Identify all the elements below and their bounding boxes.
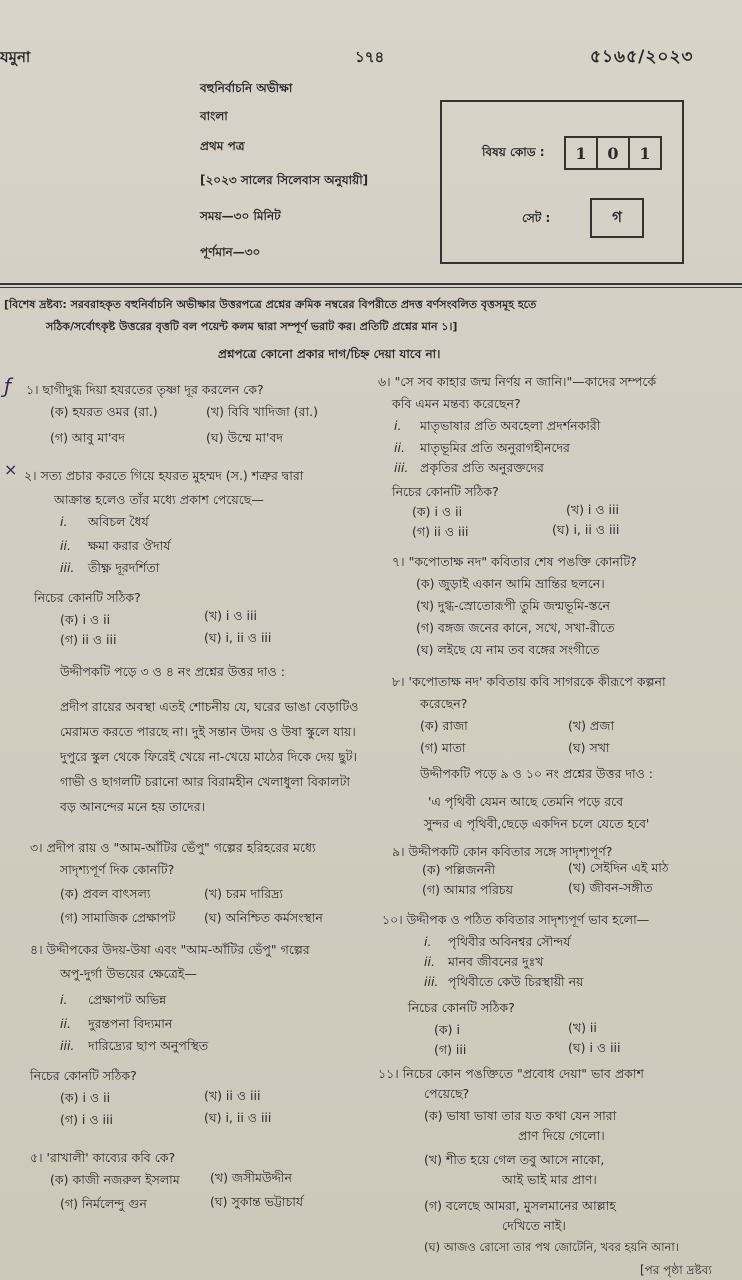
q9-option-d: (ঘ) জীবন-সঙ্গীত	[568, 880, 653, 895]
q6-option-c: (গ) ii ও iii	[412, 524, 469, 539]
question-2-stem: আক্রান্ত হলেও তাঁর মধ্যে প্রকাশ পেয়েছে—	[54, 492, 264, 507]
stimulus-1-text: প্রদীপ রায়ের অবস্থা এতই শোচনীয় যে, ঘরের ভাঙা বেড়াটিও মেরামত করতে পারছে না। দুই সন্তান উদয় ও উষা স্কুলে যায়। দুপুরে স্কুল থেকে ফিরেই খেয়ে না-খেয়ে মাঠের দিকে দেয় ছুট। গাভী ও ছাগলটি চরানো আর বিরামহীন খেলাধুলা বিকালটা বড় আনন্দের মনে হয় তাদের।	[60, 699, 359, 814]
q4-ask: নিচের কোনটি সঠিক?	[30, 1068, 137, 1083]
question-11-stem: পেয়েছে?	[424, 1086, 470, 1101]
board-name: যমুনা	[0, 48, 31, 66]
q4-item-label: iii.	[60, 1038, 75, 1053]
q11-option-c-cont: দেখিতে নাই।	[502, 1218, 566, 1233]
q10-option-a: (ক) i	[434, 1022, 460, 1037]
paper: প্রথম পত্র	[200, 139, 245, 153]
syllabus-note: [২০২৩ সালের সিলেবাস অনুযায়ী]	[200, 173, 369, 187]
q8-option-a: (ক) রাজা	[420, 718, 468, 733]
q5-option-d: (ঘ) সুকান্ত ভট্টাচার্য	[210, 1194, 304, 1209]
q10-item-iii: পৃথিবীতে কেউ চিরস্থায়ী নয়	[448, 974, 584, 989]
question-2-stem: ২। সত্য প্রচার করতে গিয়ে হযরত মুহম্মদ (স.) শত্রুর দ্বারা	[24, 468, 304, 483]
q4-option-b: (খ) ii ও iii	[204, 1088, 261, 1103]
q10-item-label: ii.	[424, 954, 435, 969]
q10-option-b: (খ) ii	[568, 1020, 597, 1035]
question-1-stem: ১। ছাগীদুগ্ধ দিয়া হযরতের তৃষ্ণা দূর করলেন কে?	[26, 382, 264, 397]
q11-option-a: (ক) ভাষা ভাষা তার যত কথা যেন সারা	[424, 1108, 617, 1123]
q6-option-d: (ঘ) i, ii ও iii	[552, 522, 620, 537]
question-4-stem: ৪। উদ্দীপকের উদয়-উষা এবং "আম-আঁটির ভেঁপু" গল্পের	[30, 942, 310, 957]
q2-option-b: (খ) i ও iii	[204, 608, 257, 623]
instruction-line: সঠিক/সর্বোৎকৃষ্ট উত্তরের বৃত্তটি বল পয়েন্ট কলম দ্বারা সম্পূর্ণ ভরাট কর। প্রতিটি প্রশ্নের মান ১।]	[46, 320, 458, 333]
question-3-stem: সাদৃশ্যপূর্ণ দিক কোনটি?	[60, 862, 175, 877]
q3-option-b: (খ) চরম দারিদ্র্য	[204, 886, 284, 901]
no-marks-note: প্রশ্নপত্রে কোনো প্রকার দাগ/চিহ্ন দেয়া যাবে না।	[218, 347, 441, 361]
question-6-stem: কবি এমন মন্তব্য করেছেন?	[392, 396, 521, 411]
q1-option-a: (ক) হযরত ওমর (রা.)	[50, 404, 158, 419]
q2-option-d: (ঘ) i, ii ও iii	[204, 630, 272, 645]
pen-mark: ƒ	[4, 374, 12, 398]
question-3-stem: ৩। প্রদীপ রায় ও "আম-আঁটির ভেঁপু" গল্পের হরিহরের মধ্যে	[30, 840, 316, 855]
q2-option-c: (গ) ii ও iii	[60, 632, 117, 647]
q2-ask: নিচের কোনটি সঠিক?	[34, 590, 141, 605]
q11-option-c: (গ) বলেছে আমরা, মুসলমানের আল্লাহ	[424, 1198, 616, 1213]
q6-item-label: i.	[394, 418, 402, 433]
q5-option-b: (খ) জসীমউদ্দীন	[210, 1170, 292, 1185]
right-column	[372, 0, 742, 1280]
question-6-stem: ৬। "সে সব কাহার জন্ম নির্ণয় ন জানি।"—কাদের সম্পর্কে	[378, 374, 657, 389]
q6-item-ii: মাতৃভূমির প্রতি অনুরাগহীনদের	[420, 440, 570, 455]
q10-item-label: iii.	[424, 974, 439, 989]
q9-option-a: (ক) পল্লিজননী	[422, 862, 496, 877]
q1-option-c: (গ) আবু মা'বদ	[50, 430, 125, 445]
subject: বাংলা	[200, 109, 228, 123]
q1-option-b: (খ) বিবি খাদিজা (রা.)	[206, 404, 318, 419]
q11-option-d: (ঘ) আজও রোসো তার পথ জোটেনি, খবর হয়নি আনা।	[424, 1240, 679, 1254]
q5-option-c: (গ) নির্মলেন্দু গুন	[60, 1196, 147, 1211]
q7-option-d: (ঘ) লইছে যে নাম তব বঙ্গের সংগীতে	[416, 642, 600, 657]
q4-option-c: (গ) i ও iii	[60, 1112, 113, 1127]
q4-item-i: প্রেক্ষাপট অভিন্ন	[88, 992, 167, 1007]
code-digit: 0	[598, 138, 630, 168]
question-10-stem: ১০। উদ্দীপক ও পঠিত কবিতার সাদৃশ্যপূর্ণ ভাব হলো—	[382, 912, 650, 927]
q2-item-label: i.	[60, 514, 68, 529]
q8-option-c: (গ) মাতা	[420, 740, 466, 755]
question-7-stem: ৭। "কপোতাক্ষ নদ" কবিতার শেষ পঙক্তি কোনটি?	[392, 554, 637, 569]
q6-option-a: (ক) i ও ii	[412, 504, 463, 519]
q7-option-a: (ক) জুড়াই একান আমি ভ্রান্তির ছলনে।	[416, 576, 605, 591]
stimulus-2-line: 'এ পৃথিবী যেমন আছে তেমনি পড়ে রবে	[428, 794, 624, 809]
question-9-stem: ৯। উদ্দীপকটি কোন কবিতার সঙ্গে সাদৃশ্যপূর্ণ?	[392, 844, 613, 859]
question-11-stem: ১১। নিচের কোন পঙক্তিতে "প্রবোধ দেয়া" ভাব প্রকাশ	[378, 1066, 644, 1081]
q10-option-c: (গ) iii	[434, 1042, 467, 1057]
q4-option-d: (ঘ) i, ii ও iii	[204, 1110, 272, 1125]
q4-item-iii: দারিদ্র্যের ছাপ অনুপস্থিত	[88, 1038, 209, 1053]
q2-item-label: ii.	[60, 538, 71, 553]
question-8-stem: করেছেন?	[420, 696, 468, 711]
q2-item-iii: তীক্ষ্ণ দূরদর্শিতা	[88, 560, 160, 575]
question-4-stem: অপু-দুর্গা উভয়ের ক্ষেত্রেই—	[60, 966, 197, 981]
q2-item-ii: ক্ষমা করার ঔদার্য	[88, 538, 171, 553]
page-number: ১৭৪	[355, 48, 385, 66]
q4-item-label: i.	[60, 992, 68, 1007]
stimulus-1-lead: উদ্দীপকটি পড়ে ৩ ও ৪ নং প্রশ্নের উত্তর দাও :	[60, 664, 285, 679]
q3-option-c: (গ) সামাজিক প্রেক্ষাপট	[60, 910, 176, 925]
code-digit: 1	[639, 143, 651, 163]
q11-option-a-cont: প্রাণ দিয়ে গেলো।	[518, 1128, 605, 1143]
q2-option-a: (ক) i ও ii	[60, 612, 111, 627]
q6-item-i: মাতৃভাষার প্রতি অবহেলা প্রদর্শনকারী	[420, 418, 601, 433]
q4-item-label: ii.	[60, 1016, 71, 1031]
subject-code-label: বিষয় কোড :	[482, 145, 545, 159]
time: সময়—৩০ মিনিট	[200, 209, 281, 223]
pen-mark: ×	[4, 460, 18, 479]
q7-option-c: (গ) বঙ্গজ জনের কানে, সখে, সখা-রীতে	[416, 620, 615, 635]
next-page-note: [পর পৃষ্ঠা দ্রষ্টব্য	[640, 1263, 712, 1277]
q2-item-i: অবিচল ধৈর্য	[88, 514, 149, 529]
q6-item-label: ii.	[394, 440, 405, 455]
set-value: গ	[590, 198, 644, 238]
question-5-stem: ৫। 'রাখালী' কাব্যের কবি কে?	[30, 1150, 176, 1165]
q6-item-label: iii.	[394, 460, 409, 475]
paper-code: ৫১৬৫/২০২৩	[590, 47, 694, 67]
q3-option-d: (ঘ) অনিশ্চিত কর্মসংস্থান	[204, 910, 323, 925]
q1-option-d: (ঘ) উম্মে মা'বদ	[206, 430, 283, 445]
q10-ask: নিচের কোনটি সঠিক?	[408, 1000, 515, 1015]
q10-item-i: পৃথিবীর অবিনশ্বর সৌন্দর্য	[448, 934, 571, 949]
q8-option-d: (ঘ) সখা	[568, 740, 610, 755]
q10-item-label: i.	[424, 934, 432, 949]
stimulus-2-line: সুন্দর এ পৃথিবী,ছেড়ে একদিন চলে যেতে হবে'	[424, 816, 650, 831]
q8-option-b: (খ) প্রজা	[568, 718, 615, 733]
question-8-stem: ৮। 'কপোতাক্ষ নদ' কবিতায় কবি সাগরকে কীরূপে কল্পনা	[392, 674, 666, 689]
q6-option-b: (খ) i ও iii	[566, 502, 619, 517]
full-marks: পূর্ণমান—৩০	[200, 245, 261, 259]
q9-option-b: (খ) সেইদিন এই মাঠ	[568, 860, 669, 875]
q11-option-b-cont: আই ভাই মার প্রাণ।	[502, 1172, 597, 1187]
code-digit: 1	[566, 138, 598, 168]
q6-item-iii: প্রকৃতির প্রতি অনুরক্তদের	[420, 460, 544, 475]
q3-option-a: (ক) প্রবল বাৎসল্য	[60, 886, 151, 901]
q10-option-d: (ঘ) i ও iii	[568, 1040, 621, 1055]
q9-option-c: (গ) আমার পরিচয়	[422, 882, 513, 897]
q10-item-ii: মানব জীবনের দুঃখ	[448, 954, 544, 969]
q7-option-b: (খ) দুগ্ধ-স্রোতোরূপী তুমি জন্মভূমি-স্তনে	[416, 598, 610, 613]
exam-type: বহুনির্বাচনি অভীক্ষা	[200, 81, 293, 95]
q11-option-b: (খ) শীত হয়ে গেল তবু আসে নাকো,	[424, 1152, 605, 1167]
stimulus-2-lead: উদ্দীপকটি পড়ে ৯ ও ১০ নং প্রশ্নের উত্তর দাও :	[420, 766, 654, 781]
q6-ask: নিচের কোনটি সঠিক?	[392, 484, 499, 499]
q4-item-ii: দুরন্তপনা বিদ্যমান	[88, 1016, 173, 1031]
q5-option-a: (ক) কাজী নজরুল ইসলাম	[50, 1172, 180, 1187]
instruction-line: [বিশেষ দ্রষ্টব্য: সরবরাহকৃত বহুনির্বাচনি অভীক্ষার উত্তরপত্রে প্রশ্নের ক্রমিক নম্বরের বিপরীতে প্রদত্ত বর্ণসংবলিত বৃত্তসমূহ হতে	[4, 298, 537, 311]
q4-option-a: (ক) i ও ii	[60, 1090, 111, 1105]
q2-item-label: iii.	[60, 560, 75, 575]
set-label: সেট :	[522, 211, 551, 225]
